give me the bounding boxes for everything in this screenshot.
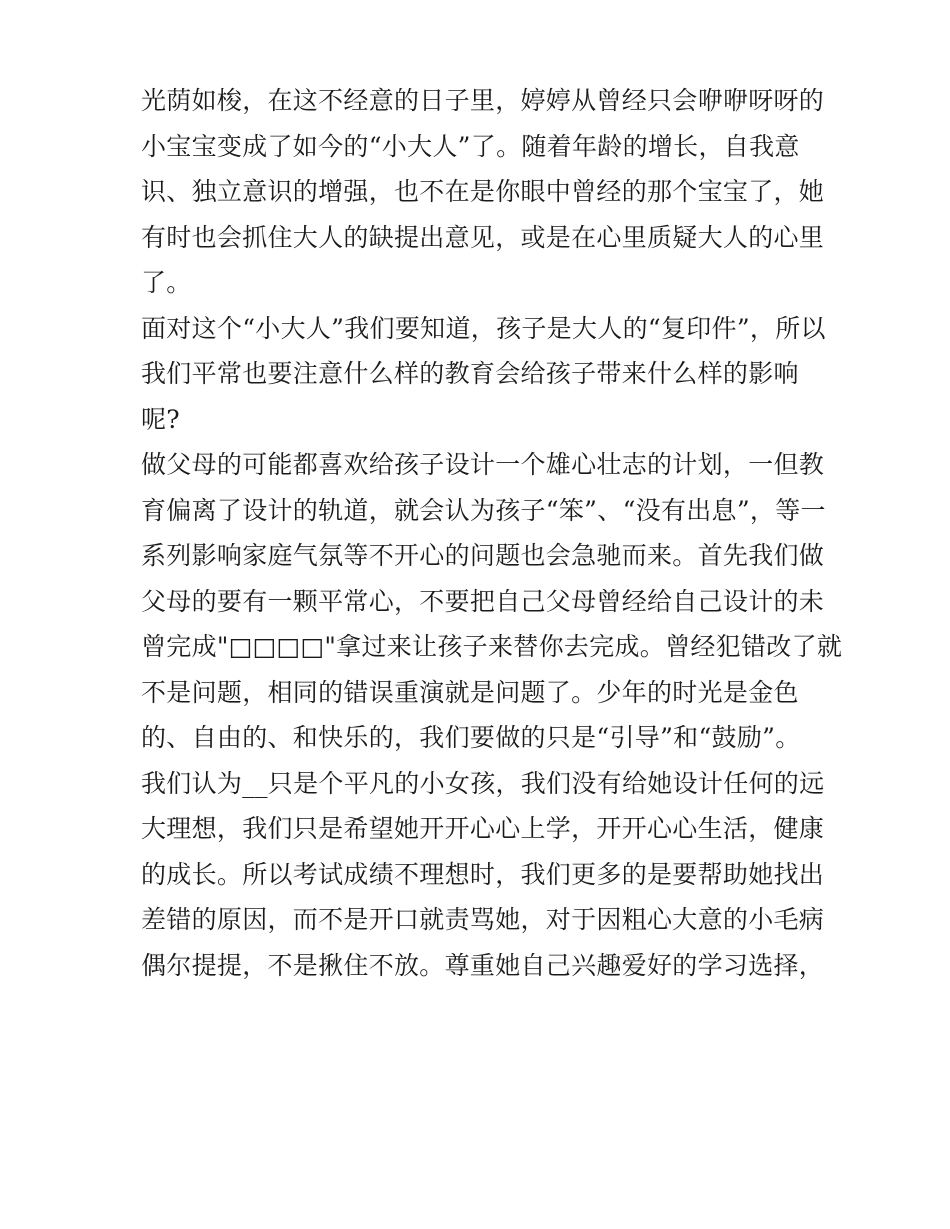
text-line: 我们平常也要注意什么样的教育会给孩子带来什么样的影响 [141, 359, 799, 388]
body-text [141, 78, 843, 988]
text-line: 不是问题，相同的错误重演就是问题了。少年的时光是金色 [141, 677, 799, 707]
text-line: 做父母的可能都喜欢给孩子设计一个雄心壮志的计划，一但教 [141, 450, 825, 479]
text-line: 小宝宝变成了如今的“小大人”了。随着年龄的增长，自我意 [141, 131, 800, 161]
text-line: 光荫如梭，在这不经意的日子里，婷婷从曾经只会咿咿呀呀的 [141, 86, 825, 115]
text-line: 的成长。所以考试成绩不理想时，我们更多的是要帮助她找出 [141, 859, 825, 889]
text-line: 育偏离了设计的轨道，就会认为孩子“笨”、“没有出息”，等一 [141, 495, 826, 525]
text-line: 系列影响家庭气氛等不开心的问题也会急驰而来。首先我们做 [141, 541, 825, 570]
text-line: 识、独立意识的增强，也不在是你眼中曾经的那个宝宝了，她 [141, 177, 825, 206]
text-line: 有时也会抓住大人的缺提出意见，或是在心里质疑大人的心里 [141, 222, 825, 252]
text-line: 大理想，我们只是希望她开开心心上学，开开心心生活，健康 [141, 814, 825, 843]
text-line: 呢? [141, 404, 181, 434]
text-line: 父母的要有一颗平常心，不要把自己父母曾经给自己设计的未 [141, 586, 825, 616]
text-line: 的、自由的、和快乐的，我们要做的只是“引导”和“鼓励”。 [141, 723, 801, 752]
text-line: 我们认为__只是个平凡的小女孩，我们没有给她设计任何的远 [141, 768, 825, 798]
text-line: 偶尔提提，不是揪住不放。尊重她自己兴趣爱好的学习选择， [141, 950, 825, 980]
text-line: 面对这个“小大人”我们要知道，孩子是大人的“复印件”，所以 [141, 313, 826, 343]
text-line: 差错的原因，而不是开口就责骂她，对于因粗心大意的小毛病 [141, 905, 825, 934]
text-line: 了。 [141, 268, 192, 297]
text-line: 曾完成"□□□□"拿过来让孩子来替你去完成。曾经犯错改了就 [141, 632, 843, 661]
